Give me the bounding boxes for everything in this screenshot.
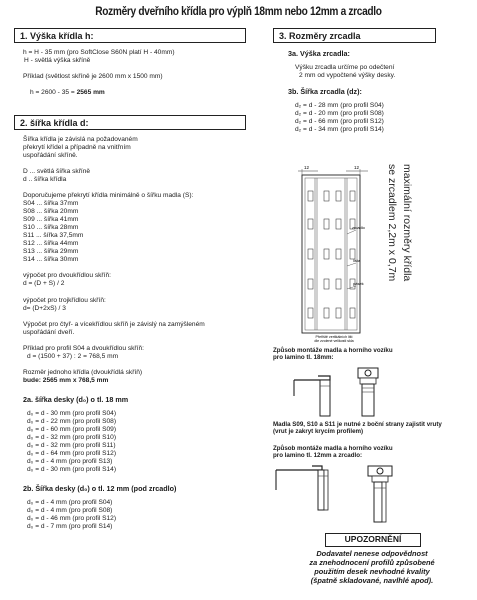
width-intro-line: uspořádání skříně.	[23, 152, 78, 160]
overlap-item: S14 ... šířka 30mm	[23, 256, 79, 264]
mount-caption-18mm: Způsob montáže madla a horního vozíku pro lamino tl. 18mm:	[273, 347, 393, 362]
overlap-item: S09 ... šířka 41mm	[23, 216, 79, 224]
three-door-label: výpočet pro trojkřídlou skříň:	[23, 296, 106, 304]
label-lista: lišta	[353, 258, 361, 263]
mount-caption-12mm: Způsob montáže madla a horního vozíku pro lamino tl. 12mm a zrcadlo:	[273, 445, 393, 460]
section-heading-width: 2. šířka křídla d:	[14, 115, 246, 130]
mirror-width-row: d₂ = d - 66 mm (pro profil S12)	[295, 117, 384, 125]
warning-text: Dodavatel nenese odpovědnost za znehodnocení profilů způsobené použitím desek nevhodné kvality (špatně skladované, navlhlé apod).	[309, 549, 435, 585]
mirror-width-row: d₂ = d - 20 mm (pro profil S08)	[295, 109, 384, 117]
height-formula: h = H - 35 mm (pro SoftClose S60N platí H - 40mm)	[23, 49, 175, 56]
overlap-item: S13 ... šířka 29mm	[23, 248, 79, 256]
section-heading-height: 1. Výška křídla h:	[14, 28, 246, 43]
overlap-item: S04 ... šířka 37mm	[23, 200, 79, 208]
height-example-label: Příklad (světlost skříně je 2600 mm x 1500 mm)	[23, 73, 163, 81]
mirror-height-text: Výšku zrcadla určíme po odečtení	[295, 63, 395, 71]
warning-heading: UPOZORNĚNÍ	[325, 533, 421, 547]
height-example-calc: h = 2600 - 35 = 2565 mm	[30, 89, 105, 97]
overlap-item: S12 ... šířka 44mm	[23, 240, 79, 248]
width-intro-line: překrytí křídel a případně na vnitřním	[23, 144, 131, 152]
label-pasek: pásek	[353, 281, 364, 286]
vertical-text-line: se zrcadlem 2,2m x 0,7m	[386, 164, 398, 282]
max-dimensions-note	[360, 162, 430, 334]
overlap-item: S08 ... šířka 20mm	[23, 208, 79, 216]
mirror-height-heading: 3a. Výška zrcadla:	[288, 49, 350, 58]
height-section	[23, 49, 253, 97]
panel18-row: d₀ = d - 22 mm (pro profil S08)	[27, 417, 117, 425]
vertical-text-line: maximální rozměry křídla	[401, 164, 413, 282]
label-zrcadlo: zrcadlo	[352, 225, 365, 230]
overlap-intro: Doporučujeme překrytí křídla minimálně o šířku madla (S):	[23, 192, 194, 200]
three-door-formula: d= (D+2xS) / 3	[23, 304, 66, 312]
height-legend: H - světlá výška skříně	[24, 57, 91, 65]
panel18-row: d₀ = d - 30 mm (pro profil S04)	[27, 409, 117, 417]
panel12-row: d₀ = d - 4 mm (pro profil S08)	[27, 506, 113, 514]
mirror-section	[288, 50, 448, 134]
panel18-row: d₀ = d - 64 mm (pro profil S12)	[27, 449, 117, 457]
mount-sketch-18mm	[290, 366, 410, 418]
dim-label-right: 12	[354, 165, 360, 170]
width-example-calc: d = (1500 + 37) : 2 = 768,5 mm	[27, 352, 119, 360]
mount-sketch-12mm	[272, 464, 412, 526]
width-legend-line: d .. šířka křídla	[23, 176, 67, 184]
diagram-footer: dle zvolené velikosti skla	[314, 339, 354, 343]
two-door-formula: d = (D + S) / 2	[23, 280, 65, 288]
mirror-width-row: d₂ = d - 28 mm (pro profil S04)	[295, 101, 384, 109]
panel18-row: d₀ = d - 32 mm (pro profil S10)	[27, 433, 117, 441]
panel18-row: d₀ = d - 4 mm (pro profil S13)	[27, 457, 113, 465]
panel18-heading: 2a. šířka desky (d₀) o tl. 18 mm	[23, 394, 129, 404]
width-legend-line: D ... světlá šířka skříně	[23, 168, 91, 176]
mirror-height-text: 2 mm od vypočtené výšky desky.	[299, 71, 396, 79]
width-intro-line: Šířka křídla je závislá na požadovaném	[23, 136, 138, 143]
section-heading-mirror: 3. Rozměry zrcadla	[273, 28, 436, 43]
panel12-row: d₀ = d - 46 mm (pro profil S12)	[27, 514, 117, 522]
two-door-label: výpočet pro dvoukřídlou skříň:	[23, 272, 111, 280]
width-example-label: Příklad pro profil S04 a dvoukřídlou skříň:	[23, 344, 144, 352]
panel12-row: d₀ = d - 4 mm (pro profil S04)	[27, 498, 113, 506]
multi-door-text: Výpočet pro čtyř- a vícekřídlou skříň je závislý na zamýšleném	[23, 320, 205, 328]
page-title: Rozměry dveřního křídla pro výplň 18mm nebo 12mm a zrcadlo	[95, 6, 382, 18]
diagram-footer: Přeřiště vertikálních lišt	[315, 335, 353, 339]
panel18-row: d₀ = d - 30 mm (pro profil S14)	[27, 465, 117, 473]
overlap-item: S11 ... šířka 37,5mm	[23, 232, 84, 240]
panel12-heading: 2b. Šířka desky (d₀) o tl. 12 mm (pod zrcadlo)	[23, 483, 177, 493]
result-label: Rozměr jednoho křídla (dvoukřídlá skříň)	[23, 368, 143, 376]
result-value: bude: 2565 mm x 768,5 mm	[23, 376, 109, 384]
mirror-width-heading: 3b. Šířka zrcadla (dz):	[288, 86, 362, 96]
overlap-item: S10 ... šířka 28mm	[23, 224, 79, 232]
mirror-width-row: d₂ = d - 34 mm (pro profil S14)	[295, 125, 384, 133]
multi-door-text: uspořádání dveří.	[23, 328, 75, 336]
mount-caption-screws: Madla S09, S10 a S11 je nutné z boční strany zajistit vruty (vrut je zakryt krycím profilem)	[273, 421, 442, 436]
panel18-row: d₀ = d - 32 mm (pro profil S11)	[27, 441, 116, 449]
panel12-row: d₀ = d - 7 mm (pro profil S14)	[27, 522, 113, 530]
panel18-row: d₀ = d - 60 mm (pro profil S09)	[27, 425, 117, 433]
dim-label-left: 12	[304, 165, 310, 170]
width-section	[23, 136, 253, 531]
